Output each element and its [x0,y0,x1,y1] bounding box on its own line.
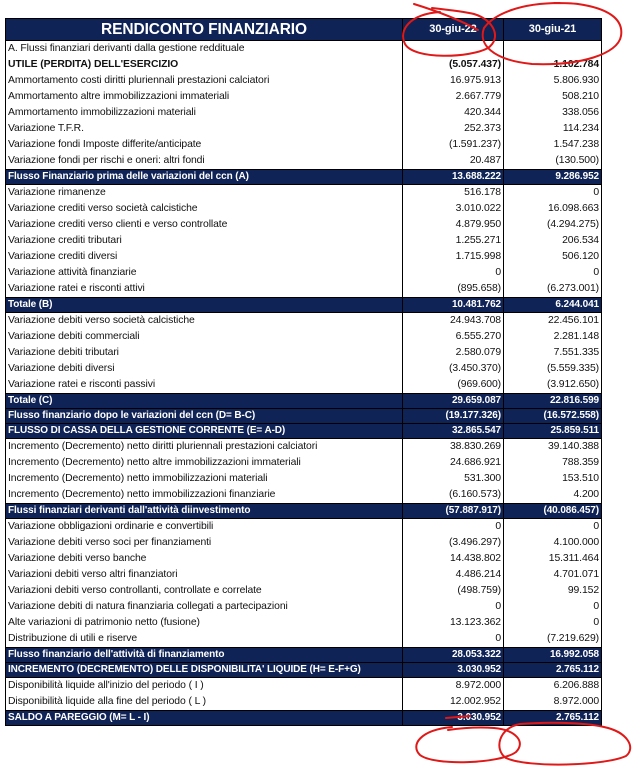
table-row [6,377,602,394]
value-2022: 516.178 [403,185,504,202]
value-2022: 0 [403,599,504,615]
column-header-2021: 30-giu-21 [504,19,602,41]
row-label: Variazione debiti tributari [6,345,403,361]
row-label: Variazione attività finanziarie [6,265,403,281]
table-header-row [6,19,602,41]
table-row [6,73,602,89]
subtotal-row [6,409,602,424]
row-label: Incremento (Decremento) netto diritti pluriennali prestazioni calciatori [6,439,403,456]
value-2022: 531.300 [403,471,504,487]
value-2021: 25.859.511 [504,424,602,439]
value-2021: 1.547.238 [504,137,602,153]
row-label: Totale (B) [6,298,403,313]
row-label: Ammortamento altre immobilizzazioni immateriali [6,89,403,105]
value-2021: 6.206.888 [504,678,602,695]
row-label: Incremento (Decremento) netto altre immobilizzazioni immateriali [6,455,403,471]
row-label: Disponibilità liquide alla fine del periodo ( L ) [6,694,403,711]
table-row [6,551,602,567]
value-2022: (498.759) [403,583,504,599]
value-2022: 4.486.214 [403,567,504,583]
value-2022: 2.667.779 [403,89,504,105]
table-row [6,599,602,615]
value-2021: (16.572.558) [504,409,602,424]
row-label: Variazione debiti di natura finanziaria collegati a partecipazioni [6,599,403,615]
value-2021: (6.273.001) [504,281,602,298]
value-2021: (7.219.629) [504,631,602,648]
value-2022 [403,41,504,58]
value-2021: 7.551.335 [504,345,602,361]
subtotal-row [6,711,602,726]
value-2021: 4.701.071 [504,567,602,583]
cash-flow-table [5,18,602,726]
table-row [6,41,602,58]
annotation-circle-saldo-2022 [416,727,520,762]
row-label: Variazione debiti verso società calcistiche [6,313,403,330]
row-label: FLUSSO DI CASSA DELLA GESTIONE CORRENTE (E= A-D) [6,424,403,439]
table-title: RENDICONTO FINANZIARIO [6,19,403,41]
row-label: SALDO A PAREGGIO (M= L - I) [6,711,403,726]
value-2022: 0 [403,519,504,536]
row-label: Alte variazioni di patrimonio netto (fusione) [6,615,403,631]
value-2021: 2.281.148 [504,329,602,345]
row-label: Variazioni debiti verso controllanti, controllate e correlate [6,583,403,599]
value-2021: 15.311.464 [504,551,602,567]
value-2021: 16.098.663 [504,201,602,217]
value-2021: 206.534 [504,233,602,249]
subtotal-row [6,504,602,519]
row-label: Disponibilità liquide all'inizio del periodo ( I ) [6,678,403,695]
row-label: Flusso finanziario dell'attività di finanziamento [6,648,403,663]
value-2022: (3.496.297) [403,535,504,551]
table-row [6,615,602,631]
row-label: Variazione obbligazioni ordinarie e convertibili [6,519,403,536]
table-row [6,121,602,137]
row-label: Flusso finanziario dopo le variazioni del ccn (D= B-C) [6,409,403,424]
value-2021: 338.056 [504,105,602,121]
table-row [6,265,602,281]
value-2021: 0 [504,599,602,615]
row-label: Totale (C) [6,394,403,409]
table-row [6,249,602,265]
row-label: Flusso Finanziario prima delle variazioni del ccn (A) [6,170,403,185]
value-2021: 0 [504,519,602,536]
value-2022: 29.659.087 [403,394,504,409]
value-2022: 3.010.022 [403,201,504,217]
value-2022: 24.943.708 [403,313,504,330]
subtotal-row [6,394,602,409]
table-row [6,105,602,121]
value-2021: 99.152 [504,583,602,599]
table-row [6,583,602,599]
value-2021: 0 [504,185,602,202]
table-row [6,201,602,217]
value-2021: (130.500) [504,153,602,170]
value-2022: 13.123.362 [403,615,504,631]
value-2021: 2.765.112 [504,711,602,726]
value-2021: 506.120 [504,249,602,265]
value-2022: 6.555.270 [403,329,504,345]
row-label: Variazione debiti verso banche [6,551,403,567]
value-2022: 12.002.952 [403,694,504,711]
value-2022: 24.686.921 [403,455,504,471]
table-row [6,361,602,377]
value-2022: (6.160.573) [403,487,504,504]
value-2022: (3.450.370) [403,361,504,377]
value-2022: 3.030.952 [403,711,504,726]
row-label: Distribuzione di utili e riserve [6,631,403,648]
value-2021: 114.234 [504,121,602,137]
table-row [6,694,602,711]
table-row [6,345,602,361]
value-2022: (969.600) [403,377,504,394]
table-row [6,455,602,471]
subtotal-row [6,648,602,663]
value-2022: 420.344 [403,105,504,121]
table-row [6,631,602,648]
table-row [6,185,602,202]
value-2022: 38.830.269 [403,439,504,456]
table-row [6,153,602,170]
value-2022: (5.057.437) [403,57,504,73]
value-2021: 8.972.000 [504,694,602,711]
row-label: Variazioni debiti verso altri finanziatori [6,567,403,583]
subtotal-row [6,298,602,313]
table-row [6,678,602,695]
value-2021: 6.244.041 [504,298,602,313]
table-row [6,57,602,73]
value-2021: 4.100.000 [504,535,602,551]
row-label: Variazione crediti diversi [6,249,403,265]
value-2021: 39.140.388 [504,439,602,456]
value-2022: 252.373 [403,121,504,137]
row-label: Variazione crediti verso società calcistiche [6,201,403,217]
column-header-2022: 30-giu-22 [403,19,504,41]
value-2021: 788.359 [504,455,602,471]
row-label: UTILE (PERDITA) DELL'ESERCIZIO [6,57,403,73]
table-row [6,89,602,105]
row-label: A. Flussi finanziari derivanti dalla gestione reddituale [6,41,403,58]
annotation-circle-saldo-2021 [499,723,630,765]
value-2021: 1.102.784 [504,57,602,73]
value-2022: 1.255.271 [403,233,504,249]
table-row [6,233,602,249]
value-2022: 32.865.547 [403,424,504,439]
value-2022: 8.972.000 [403,678,504,695]
table-row [6,471,602,487]
value-2022: 20.487 [403,153,504,170]
table-body [6,41,602,726]
row-label: Incremento (Decremento) netto immobilizzazioni materiali [6,471,403,487]
value-2022: 13.688.222 [403,170,504,185]
value-2022: (1.591.237) [403,137,504,153]
row-label: Variazione T.F.R. [6,121,403,137]
row-label: Variazione debiti verso soci per finanziamenti [6,535,403,551]
value-2021: 5.806.930 [504,73,602,89]
row-label: Variazione debiti commerciali [6,329,403,345]
value-2021 [504,41,602,58]
value-2021: (3.912.650) [504,377,602,394]
value-2021: 2.765.112 [504,663,602,678]
subtotal-row [6,424,602,439]
value-2021: 22.816.599 [504,394,602,409]
value-2022: 28.053.322 [403,648,504,663]
value-2021: 4.200 [504,487,602,504]
value-2021: 22.456.101 [504,313,602,330]
table-row [6,281,602,298]
value-2022: 14.438.802 [403,551,504,567]
row-label: Variazione rimanenze [6,185,403,202]
value-2021: 153.510 [504,471,602,487]
row-label: Incremento (Decremento) netto immobilizzazioni finanziarie [6,487,403,504]
subtotal-row [6,170,602,185]
value-2022: 16.975.913 [403,73,504,89]
value-2021: (4.294.275) [504,217,602,233]
row-label: Variazione fondi Imposte differite/anticipate [6,137,403,153]
value-2022: (895.658) [403,281,504,298]
value-2022: (57.887.917) [403,504,504,519]
row-label: INCREMENTO (DECREMENTO) DELLE DISPONIBILITA' LIQUIDE (H= E-F+G) [6,663,403,678]
value-2022: 4.879.950 [403,217,504,233]
value-2022: 1.715.998 [403,249,504,265]
value-2021: 16.992.058 [504,648,602,663]
table-row [6,313,602,330]
row-label: Flussi finanziari derivanti dall'attività diinvestimento [6,504,403,519]
value-2022: 0 [403,631,504,648]
row-label: Variazione ratei e risconti attivi [6,281,403,298]
value-2022: 0 [403,265,504,281]
row-label: Variazione crediti tributari [6,233,403,249]
value-2021: 0 [504,615,602,631]
table-row [6,137,602,153]
value-2021: 9.286.952 [504,170,602,185]
table-row [6,217,602,233]
value-2022: 3.030.952 [403,663,504,678]
table-row [6,329,602,345]
value-2021: (5.559.335) [504,361,602,377]
table-row [6,519,602,536]
subtotal-row [6,663,602,678]
row-label: Variazione fondi per rischi e oneri: altri fondi [6,153,403,170]
row-label: Variazione ratei e risconti passivi [6,377,403,394]
row-label: Variazione crediti verso clienti e verso controllate [6,217,403,233]
row-label: Ammortamento immobilizzazioni materiali [6,105,403,121]
row-label: Ammortamento costi diritti pluriennali prestazioni calciatori [6,73,403,89]
table-row [6,487,602,504]
table-row [6,439,602,456]
value-2022: 2.580.079 [403,345,504,361]
table-row [6,535,602,551]
value-2021: 0 [504,265,602,281]
value-2021: (40.086.457) [504,504,602,519]
value-2021: 508.210 [504,89,602,105]
value-2022: (19.177.326) [403,409,504,424]
row-label: Variazione debiti diversi [6,361,403,377]
table-row [6,567,602,583]
value-2022: 10.481.762 [403,298,504,313]
